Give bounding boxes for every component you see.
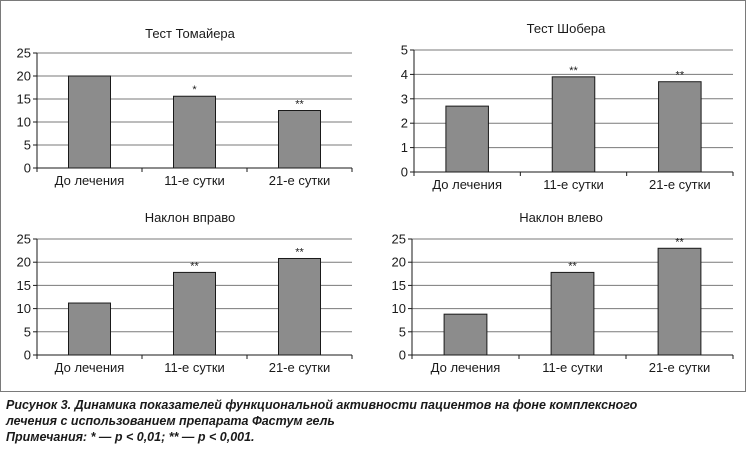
y-tick-label: 15 [391,277,406,293]
x-category-label: 11-е сутки [164,360,225,375]
y-tick-label: 10 [16,114,31,130]
y-tick-label: 20 [16,68,31,84]
y-tick-label: 25 [391,231,406,247]
significance-marker: ** [295,98,304,111]
bar [552,77,595,172]
caption-line-3: Примечания: * — p < 0,01; ** — p < 0,001. [6,430,255,444]
y-tick-label: 20 [391,254,406,270]
y-tick-label: 3 [400,91,408,107]
x-category-label: До лечения [54,360,125,375]
y-tick-label: 1 [400,140,408,156]
significance-marker: * [192,84,197,97]
y-tick-label: 25 [16,231,31,247]
figure-caption [6,397,742,445]
x-category-label: До лечения [54,173,125,188]
y-tick-label: 0 [398,347,406,363]
bar [69,76,111,168]
y-tick-label: 4 [400,66,408,82]
chart-title: Тест Шобера [526,21,606,36]
bar [446,106,489,172]
x-category-label: 21-е сутки [648,360,711,375]
significance-marker: ** [295,246,304,259]
y-tick-label: 15 [16,91,31,107]
chart-panel-2 [401,21,733,192]
chart-panel-1 [17,26,352,188]
significance-marker: ** [569,64,578,77]
chart-panel-3 [17,210,352,375]
y-tick-label: 0 [23,347,31,363]
bar [279,111,321,169]
chart-title: Тест Томайера [145,26,235,41]
x-category-label: 21-е сутки [268,360,331,375]
caption-line-2: лечения с использованием препарата Фастум гель [6,414,335,428]
y-tick-label: 0 [400,164,408,180]
x-category-label: 11-е сутки [542,360,603,375]
significance-marker: ** [568,260,577,273]
y-tick-label: 0 [23,160,31,176]
chart-panel-4 [392,210,733,375]
y-tick-label: 5 [398,324,406,340]
significance-marker: ** [190,260,199,273]
y-tick-label: 2 [400,115,408,131]
x-category-label: 11-е сутки [543,177,604,192]
x-category-label: 21-е сутки [268,173,331,188]
y-tick-label: 15 [16,277,31,293]
chart-title: Наклон влево [519,210,603,225]
y-tick-label: 5 [400,42,408,58]
bar [174,272,216,355]
bar [444,314,487,355]
bar [69,303,111,355]
bar [659,82,702,172]
bar [551,272,594,355]
significance-marker: ** [675,69,685,82]
y-tick-label: 5 [23,137,31,153]
bar [279,258,321,355]
y-tick-label: 25 [16,45,31,61]
bar [174,96,216,168]
bar [658,248,701,355]
y-tick-label: 10 [391,301,406,317]
x-category-label: 11-е сутки [164,173,225,188]
y-tick-label: 20 [16,254,31,270]
caption-line-1: Рисунок 3. Динамика показателей функциональной активности пациентов на фоне комплексного [6,398,638,412]
y-tick-label: 5 [23,324,31,340]
y-tick-label: 10 [16,301,31,317]
x-category-label: 21-е сутки [649,177,711,192]
x-category-label: До лечения [430,360,501,375]
x-category-label: До лечения [432,177,503,192]
significance-marker: ** [675,236,684,249]
chart-title: Наклон вправо [144,210,236,225]
